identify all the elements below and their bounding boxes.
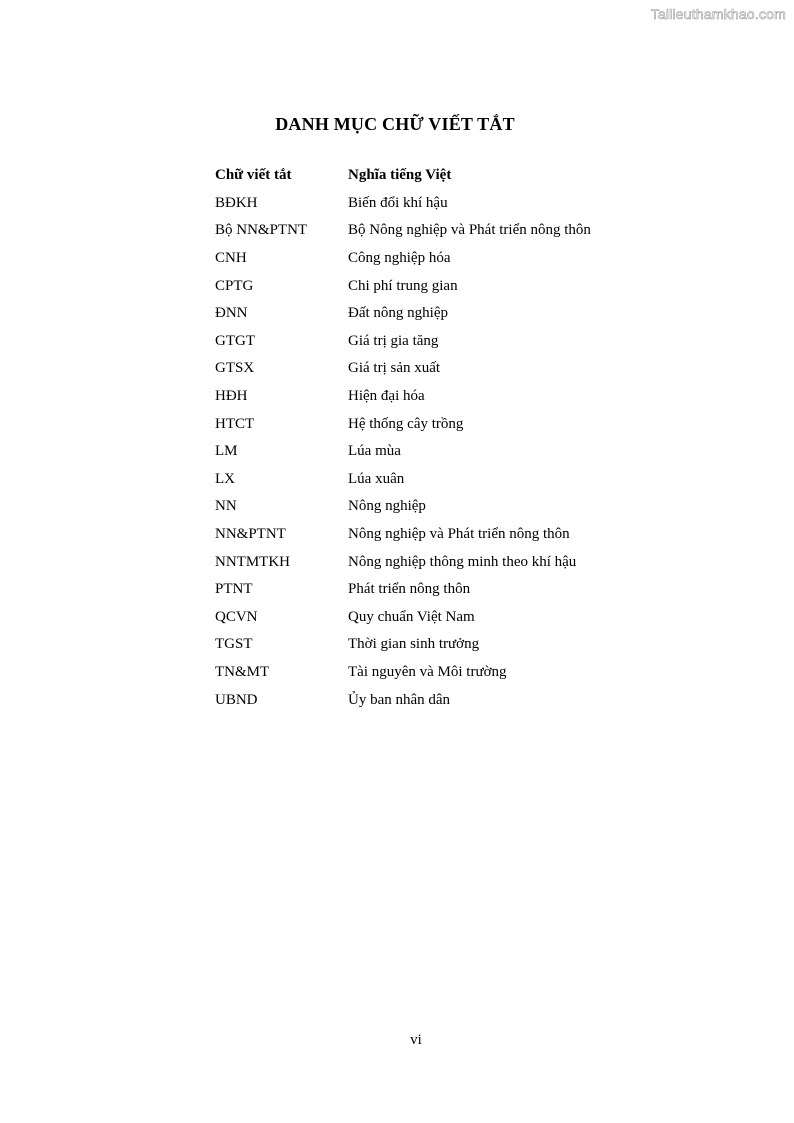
table-row — [215, 548, 655, 576]
table-row — [215, 659, 655, 687]
abbreviation-cell: GTGT — [215, 332, 255, 349]
abbreviation-cell: ĐNN — [215, 305, 248, 322]
table-row — [215, 272, 655, 300]
meaning-cell: Đất nông nghiệp — [348, 305, 448, 322]
watermark: Tailieuthamkhao.com — [650, 6, 786, 22]
abbreviation-cell: TGST — [215, 636, 253, 653]
abbreviation-cell: BĐKH — [215, 194, 258, 211]
table-header-row — [215, 162, 655, 190]
meaning-cell: Phát triển nông thôn — [348, 581, 471, 598]
table-row — [215, 217, 655, 245]
table-row — [215, 493, 655, 521]
meaning-cell: Chi phí trung gian — [348, 277, 458, 294]
abbreviation-table — [215, 162, 655, 714]
table-row — [215, 466, 655, 494]
table-row — [215, 438, 655, 466]
header-abbreviation: Chữ viết tắt — [215, 167, 292, 184]
abbreviation-cell: UBND — [215, 691, 258, 708]
table-row — [215, 521, 655, 549]
table-row — [215, 190, 655, 218]
table-row — [215, 604, 655, 632]
meaning-cell: Hiện đại hóa — [348, 388, 425, 405]
meaning-cell: Bộ Nông nghiệp và Phát triển nông thôn — [348, 222, 591, 239]
meaning-cell: Nông nghiệp — [348, 498, 426, 515]
abbreviation-cell: TN&MT — [215, 663, 270, 680]
table-row — [215, 328, 655, 356]
meaning-cell: Lúa xuân — [348, 470, 405, 487]
abbreviation-cell: PTNT — [215, 581, 253, 598]
table-row — [215, 631, 655, 659]
meaning-cell: Tài nguyên và Môi trường — [348, 663, 507, 680]
abbreviation-cell: LM — [215, 443, 238, 460]
table-row — [215, 410, 655, 438]
abbreviation-cell: NN&PTNT — [215, 526, 286, 543]
meaning-cell: Ủy ban nhân dân — [348, 691, 451, 708]
meaning-cell: Giá trị gia tăng — [348, 332, 439, 349]
meaning-cell: Hệ thống cây trồng — [348, 415, 464, 432]
table-row — [215, 245, 655, 273]
abbreviation-cell: Bộ NN&PTNT — [215, 222, 308, 239]
table-row — [215, 355, 655, 383]
meaning-cell: Giá trị sản xuất — [348, 360, 441, 377]
meaning-cell: Lúa mùa — [348, 443, 401, 460]
page-number: vi — [410, 1032, 422, 1048]
meaning-cell: Thời gian sinh trưởng — [348, 636, 480, 653]
meaning-cell: Nông nghiệp thông minh theo khí hậu — [348, 553, 577, 570]
abbreviation-cell: HTCT — [215, 415, 255, 432]
abbreviation-cell: QCVN — [215, 608, 258, 625]
abbreviation-cell: GTSX — [215, 360, 255, 377]
table-body — [215, 190, 655, 714]
abbreviation-cell: CNH — [215, 250, 247, 267]
table-row — [215, 300, 655, 328]
table-row — [215, 383, 655, 411]
meaning-cell: Công nghiệp hóa — [348, 250, 451, 267]
abbreviation-cell: HĐH — [215, 388, 248, 405]
page-title: DANH MỤC CHỮ VIẾT TẮT — [275, 114, 515, 134]
abbreviation-cell: LX — [215, 470, 235, 487]
abbreviation-cell: NN — [215, 498, 237, 515]
header-meaning: Nghĩa tiếng Việt — [348, 167, 452, 184]
meaning-cell: Biến đổi khí hậu — [348, 194, 448, 211]
abbreviation-cell: CPTG — [215, 277, 254, 294]
meaning-cell: Quy chuẩn Việt Nam — [348, 608, 475, 625]
table-row — [215, 686, 655, 714]
abbreviation-cell: NNTMTKH — [215, 553, 290, 570]
meaning-cell: Nông nghiệp và Phát triển nông thôn — [348, 526, 570, 543]
table-row — [215, 576, 655, 604]
